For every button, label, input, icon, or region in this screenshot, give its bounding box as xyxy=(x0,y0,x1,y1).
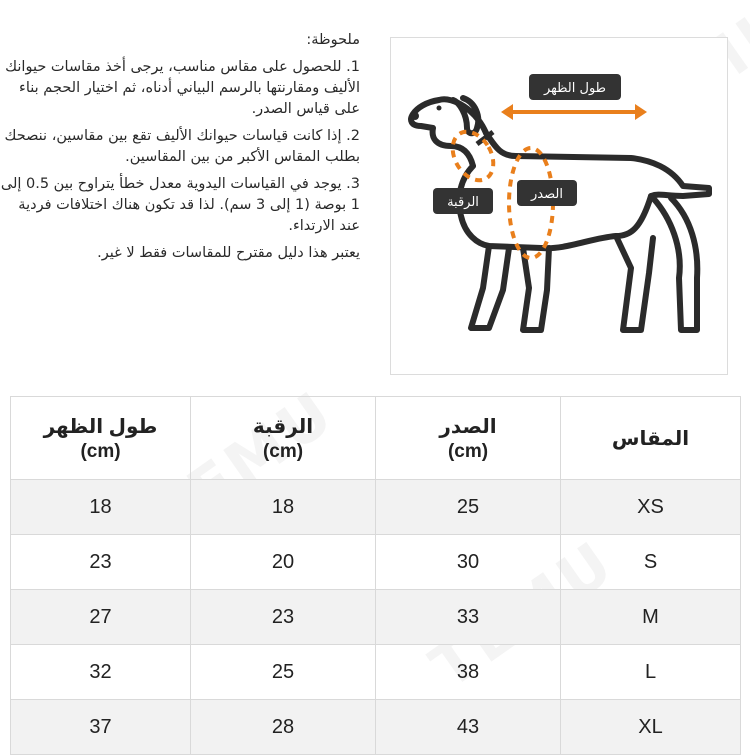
header-label: الصدر xyxy=(439,415,497,438)
svg-text:الصدر: الصدر xyxy=(531,187,563,202)
header-neck xyxy=(191,397,376,480)
note-item: 3. يوجد في القياسات اليدوية معدل خطأ يتراوح بين 0.5 إلى 1 بوصة (1 إلى 3 سم). لذا قد تكون هناك اختلافات فردية عند الارتداء. xyxy=(0,176,360,235)
table-row xyxy=(11,480,741,535)
dog-illustration xyxy=(391,38,727,374)
header-label: طول الظهر xyxy=(43,415,158,438)
back-length-arrow xyxy=(501,104,647,120)
cell-neck: 28 xyxy=(191,700,376,755)
cell-neck: 20 xyxy=(191,535,376,590)
cell-back-length: 23 xyxy=(11,535,191,590)
cell-size: L xyxy=(561,645,741,700)
header-label: الرقبة xyxy=(252,415,314,438)
cell-chest: 30 xyxy=(376,535,561,590)
cell-size: XL xyxy=(561,700,741,755)
cell-neck: 25 xyxy=(191,645,376,700)
nose xyxy=(411,112,419,120)
header-unit: (cm) xyxy=(80,440,121,462)
notes-block xyxy=(0,30,372,270)
cell-neck: 23 xyxy=(191,590,376,645)
cell-chest: 33 xyxy=(376,590,561,645)
cell-back-length: 18 xyxy=(11,480,191,535)
cell-chest: 43 xyxy=(376,700,561,755)
header-label: المقاس xyxy=(611,427,690,450)
size-chart-table xyxy=(10,396,741,755)
table-row xyxy=(11,590,741,645)
header-chest xyxy=(376,397,561,480)
header-unit: (cm) xyxy=(262,440,304,462)
note-item: 1. للحصول على مقاس مناسب، يرجى أخذ مقاسات حيوانك الأليف ومقارنتها بالرسم البياني أدناه، ثم اختيار الحجم بناء على قياس الصدر. xyxy=(5,59,360,118)
table-header-row xyxy=(11,397,741,480)
table-row xyxy=(11,645,741,700)
svg-text:الرقبة: الرقبة xyxy=(447,195,479,210)
note-item: 2. إذا كانت قياسات حيوانك الأليف تقع بين مقاسين، ننصحك بطلب المقاس الأكبر من بين المقاسين. xyxy=(4,128,360,166)
cell-back-length: 32 xyxy=(11,645,191,700)
cell-size: M xyxy=(561,590,741,645)
cell-chest: 25 xyxy=(376,480,561,535)
header-unit: (cm) xyxy=(447,440,489,462)
header-back-length xyxy=(11,397,191,480)
cell-neck: 18 xyxy=(191,480,376,535)
table-row xyxy=(11,535,741,590)
notes-heading: ملحوظة: xyxy=(306,32,360,48)
cell-size: S xyxy=(561,535,741,590)
label-chest xyxy=(517,180,577,206)
cell-back-length: 27 xyxy=(11,590,191,645)
cell-size: XS xyxy=(561,480,741,535)
eye xyxy=(437,106,442,111)
table-row xyxy=(11,700,741,755)
cell-chest: 38 xyxy=(376,645,561,700)
label-neck xyxy=(433,188,493,214)
svg-text:طول الظهر: طول الظهر xyxy=(543,81,607,96)
dog-measurement-diagram xyxy=(390,37,728,375)
note-item: يعتبر هذا دليل مقترح للمقاسات فقط لا غير. xyxy=(97,245,360,262)
header-size xyxy=(561,397,741,480)
label-back-length xyxy=(529,74,621,100)
cell-back-length: 37 xyxy=(11,700,191,755)
